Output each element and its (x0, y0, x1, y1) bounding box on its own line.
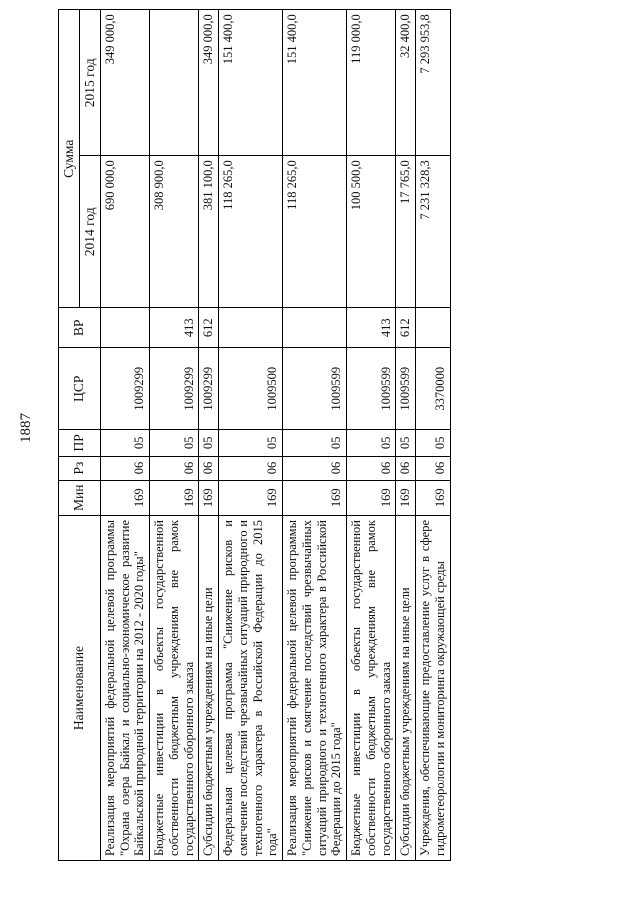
table-row (150, 10, 199, 861)
row-vr: 612 (199, 308, 219, 348)
row-rz: 06 (347, 456, 396, 480)
row-rz: 06 (150, 456, 199, 480)
row-min: 169 (283, 480, 347, 515)
header-2015: 2015 год (79, 10, 100, 156)
table-row (416, 10, 451, 861)
row-name: Учреждения, обеспечивающие предоставление услуг в сфере гидрометеорологии и мониторинга окружающей среды (416, 516, 451, 861)
row-min: 169 (347, 480, 396, 515)
row-2014: 118 265,0 (219, 156, 283, 308)
table-row (199, 10, 219, 861)
row-name: Реализация мероприятий федеральной целевой программы "Охрана озера Байкал и социально-экономическое развитие Байкальской природной территории на 2012 - 2020 годы" (100, 516, 149, 861)
row-min: 169 (416, 480, 451, 515)
row-vr: 413 (150, 308, 199, 348)
row-rz: 06 (283, 456, 347, 480)
row-pr: 05 (396, 430, 416, 456)
row-csr: 1009500 (219, 348, 283, 430)
row-csr: 1009299 (150, 348, 199, 430)
row-pr: 05 (416, 430, 451, 456)
header-pr: ПР (59, 430, 101, 456)
header-2014: 2014 год (79, 156, 100, 308)
row-rz: 06 (100, 456, 149, 480)
row-2015: 349 000,0 (199, 10, 219, 156)
row-vr: 413 (347, 308, 396, 348)
row-name: Субсидии бюджетным учреждениям на иные цели (396, 516, 416, 861)
table-row (100, 10, 149, 861)
header-name: Наименование (59, 516, 101, 861)
row-2015: 32 400,0 (396, 10, 416, 156)
row-min: 169 (150, 480, 199, 515)
row-rz: 06 (416, 456, 451, 480)
row-name: Федеральная целевая программа "Снижение рисков и смягчение последствий чрезвычайных ситуаций природного и техногенного характера в Российской Федерации до 2015 года" (219, 516, 283, 861)
row-2015: 349 000,0 (100, 10, 149, 156)
row-csr: 1009299 (100, 348, 149, 430)
row-2015: 7 293 953,8 (416, 10, 451, 156)
header-vr: ВР (59, 308, 101, 348)
page-number: 1887 (18, 413, 34, 443)
row-csr: 1009299 (199, 348, 219, 430)
row-name: Бюджетные инвестиции в объекты государственной собственности бюджетным учреждениям вне рамок государственного оборонного заказа (150, 516, 199, 861)
row-2015: 119 000,0 (347, 10, 396, 156)
row-min: 169 (199, 480, 219, 515)
row-pr: 05 (150, 430, 199, 456)
table-row (219, 10, 283, 861)
row-name: Субсидии бюджетным учреждениям на иные цели (199, 516, 219, 861)
table-row (347, 10, 396, 861)
row-pr: 05 (283, 430, 347, 456)
row-csr: 1009599 (396, 348, 416, 430)
row-vr: 612 (396, 308, 416, 348)
row-2014: 100 500,0 (347, 156, 396, 308)
row-name: Реализация мероприятий федеральной целевой программы "Снижение рисков и смягчение последствий чрезвычайных ситуаций природного и техногенного характера в Российской Федерации до 2015 года" (283, 516, 347, 861)
budget-table (58, 9, 451, 861)
row-2014: 17 765,0 (396, 156, 416, 308)
row-vr (416, 308, 451, 348)
row-2014: 690 000,0 (100, 156, 149, 308)
row-vr (283, 308, 347, 348)
row-rz: 06 (396, 456, 416, 480)
row-vr (100, 308, 149, 348)
row-2015: 151 400,0 (283, 10, 347, 156)
row-rz: 06 (219, 456, 283, 480)
row-name: Бюджетные инвестиции в объекты государственной собственности бюджетным учреждениям вне рамок государственного оборонного заказа (347, 516, 396, 861)
row-pr: 05 (100, 430, 149, 456)
table-row (396, 10, 416, 861)
row-pr: 05 (347, 430, 396, 456)
header-rz: Рз (59, 456, 101, 480)
row-min: 169 (219, 480, 283, 515)
row-2015 (150, 10, 199, 156)
row-csr: 1009599 (283, 348, 347, 430)
row-vr (219, 308, 283, 348)
row-min: 169 (396, 480, 416, 515)
row-min: 169 (100, 480, 149, 515)
row-rz: 06 (199, 456, 219, 480)
header-csr: ЦСР (59, 348, 101, 430)
row-2015: 151 400,0 (219, 10, 283, 156)
row-2014: 118 265,0 (283, 156, 347, 308)
table-row (283, 10, 347, 861)
row-2014: 7 231 328,3 (416, 156, 451, 308)
row-pr: 05 (199, 430, 219, 456)
header-sum: Сумма (59, 10, 80, 308)
row-2014: 381 100,0 (199, 156, 219, 308)
row-pr: 05 (219, 430, 283, 456)
row-csr: 3370000 (416, 348, 451, 430)
row-2014: 308 900,0 (150, 156, 199, 308)
header-min: Мин (59, 480, 101, 515)
row-csr: 1009599 (347, 348, 396, 430)
